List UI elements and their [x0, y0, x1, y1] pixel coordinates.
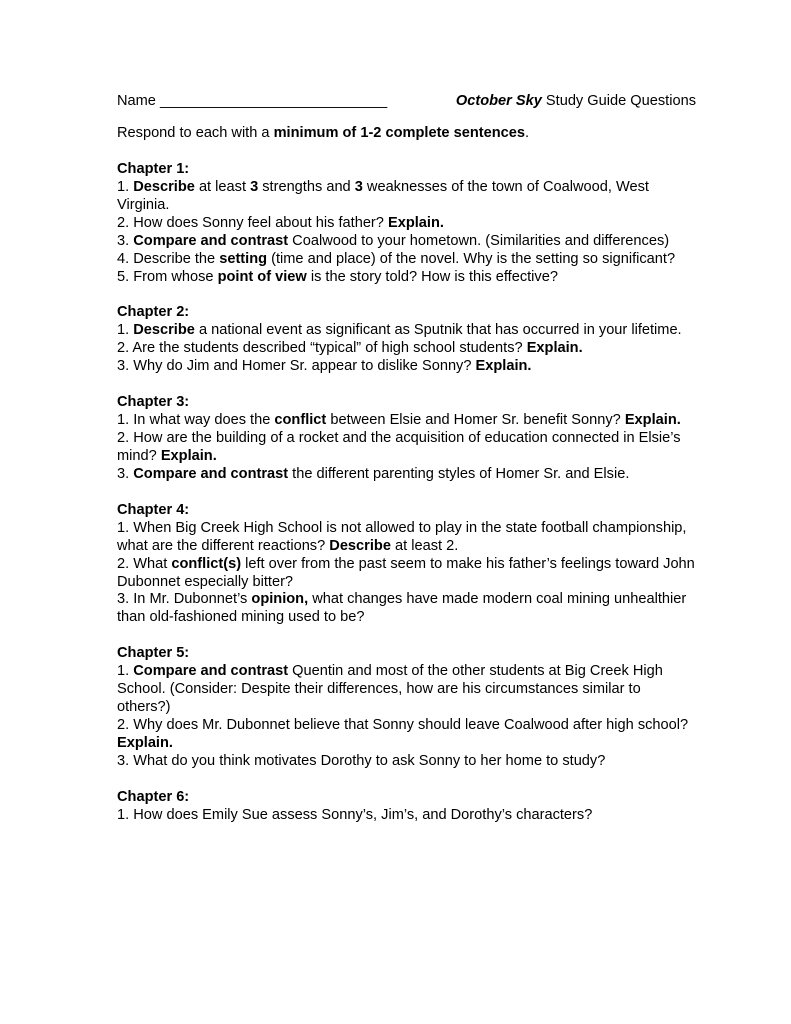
question-text: 5. From whose	[117, 268, 218, 285]
question-emphasis: Explain.	[475, 358, 532, 375]
question-text: 1. When Big Creek High School is not allowed to play in the state football championship, what are the different reactions?	[117, 519, 687, 554]
question-text: 4. Describe the	[117, 250, 220, 267]
question-item	[117, 322, 697, 340]
question-text: 1. In what way does the	[117, 412, 275, 429]
question-text: at least	[194, 179, 251, 195]
question-text: 3. In Mr. Dubonnet’s	[117, 591, 252, 608]
question-emphasis: setting	[219, 250, 268, 267]
question-text: 1. How does Emily Sue assess Sonny’s, Jim’s, and Dorothy’s characters?	[117, 806, 593, 823]
chapter-heading: Chapter 6:	[117, 788, 190, 805]
chapter-heading: Chapter 3:	[117, 394, 190, 411]
question-emphasis: Compare and contrast	[133, 465, 289, 482]
book-title: October Sky	[455, 93, 542, 109]
question-item	[117, 466, 697, 484]
question-emphasis: Explain.	[526, 340, 583, 357]
question-emphasis: Describe	[133, 322, 195, 339]
question-item	[117, 591, 697, 627]
question-text: is the story told? How is this effective?	[306, 268, 558, 285]
instructions-post: .	[525, 125, 530, 141]
chapter-section	[117, 394, 697, 484]
question-emphasis: Compare and contrast	[133, 232, 289, 249]
study-guide-page	[117, 90, 697, 825]
question-emphasis: Explain.	[624, 412, 681, 429]
name-line	[117, 93, 387, 111]
chapter-heading: Chapter 1:	[117, 161, 190, 177]
question-item	[117, 807, 697, 825]
question-text: Quentin and most of the other students at Big Creek High School. (Consider: Despite their differences, how are his circumstances similar to others?)	[117, 663, 663, 716]
question-text: 2. Are the students described “typical” of high school students?	[117, 340, 527, 357]
question-text: 1.	[117, 322, 134, 339]
chapter-heading: Chapter 4:	[117, 501, 190, 518]
question-emphasis: Explain.	[117, 734, 173, 751]
question-text: 3. Why do Jim and Homer Sr. appear to dislike Sonny?	[117, 358, 476, 375]
question-text: Coalwood to your hometown. (Similarities and differences)	[288, 232, 670, 249]
question-emphasis: Explain.	[160, 447, 217, 464]
question-text: 3.	[117, 232, 134, 249]
question-item	[117, 340, 697, 358]
chapter-heading: Chapter 2:	[117, 304, 190, 321]
chapter-section	[117, 161, 697, 286]
question-text: between Elsie and Homer Sr. benefit Sonny?	[326, 412, 625, 429]
chapter-section	[117, 789, 697, 825]
question-text: strengths and	[258, 179, 355, 195]
question-text: 3. What do you think motivates Dorothy to ask Sonny to her home to study?	[117, 752, 606, 769]
question-text: 2. Why does Mr. Dubonnet believe that Sonny should leave Coalwood after high school?	[117, 716, 689, 733]
question-text: weaknesses of the town of Coalwood, West Virginia.	[117, 179, 649, 213]
question-emphasis: point of view	[217, 268, 307, 285]
document-title	[456, 93, 696, 111]
question-item	[117, 215, 697, 233]
title-suffix: Study Guide Questions	[541, 93, 696, 109]
question-item	[117, 663, 697, 717]
question-emphasis: Explain.	[387, 214, 444, 231]
question-item	[117, 556, 697, 592]
chapters-list	[117, 161, 697, 825]
instructions	[117, 125, 697, 143]
question-item	[117, 179, 697, 215]
question-emphasis: Compare and contrast	[133, 663, 289, 680]
question-item	[117, 430, 697, 466]
chapter-section	[117, 304, 697, 376]
question-text: (time and place) of the novel. Why is the setting so significant?	[267, 250, 676, 267]
question-emphasis: Describe	[329, 537, 391, 554]
instructions-pre: Respond to each with a	[117, 125, 274, 141]
chapter-section	[117, 502, 697, 627]
question-text: 1.	[117, 179, 134, 195]
question-item	[117, 520, 697, 556]
header	[117, 90, 697, 113]
question-item	[117, 233, 697, 251]
question-item	[117, 717, 697, 753]
name-label: Name	[117, 93, 156, 109]
question-text: 3.	[117, 465, 134, 482]
chapter-heading: Chapter 5:	[117, 645, 190, 662]
name-blank[interactable]: ____________________________	[160, 93, 388, 109]
question-item	[117, 358, 697, 376]
question-text: a national event as significant as Sputnik that has occurred in your lifetime.	[194, 322, 682, 339]
question-text: at least 2.	[390, 537, 459, 554]
question-text: 1.	[117, 663, 134, 680]
instructions-bold: minimum of 1-2 complete sentences	[273, 125, 525, 141]
question-text: 2. How are the building of a rocket and the acquisition of education connected in Elsie’s mind?	[117, 430, 681, 464]
chapter-section	[117, 645, 697, 770]
question-item	[117, 753, 697, 771]
question-emphasis: conflict	[274, 412, 327, 429]
question-emphasis: 3	[354, 179, 363, 195]
question-emphasis: 3	[250, 179, 259, 195]
question-emphasis: opinion,	[251, 591, 309, 608]
question-emphasis: conflict(s)	[171, 555, 242, 572]
question-text: 2. How does Sonny feel about his father?	[117, 214, 388, 231]
question-text: the different parenting styles of Homer Sr. and Elsie.	[288, 465, 630, 482]
question-text: left over from the past seem to make his father’s feelings toward John Dubonnet especially bitter?	[117, 555, 695, 590]
question-text: what changes have made modern coal mining unhealthier than old-fashioned mining used to be?	[117, 591, 687, 626]
question-text: 2. What	[117, 555, 172, 572]
question-emphasis: Describe	[133, 179, 195, 195]
question-item	[117, 269, 697, 287]
question-item	[117, 412, 697, 430]
question-item	[117, 251, 697, 269]
